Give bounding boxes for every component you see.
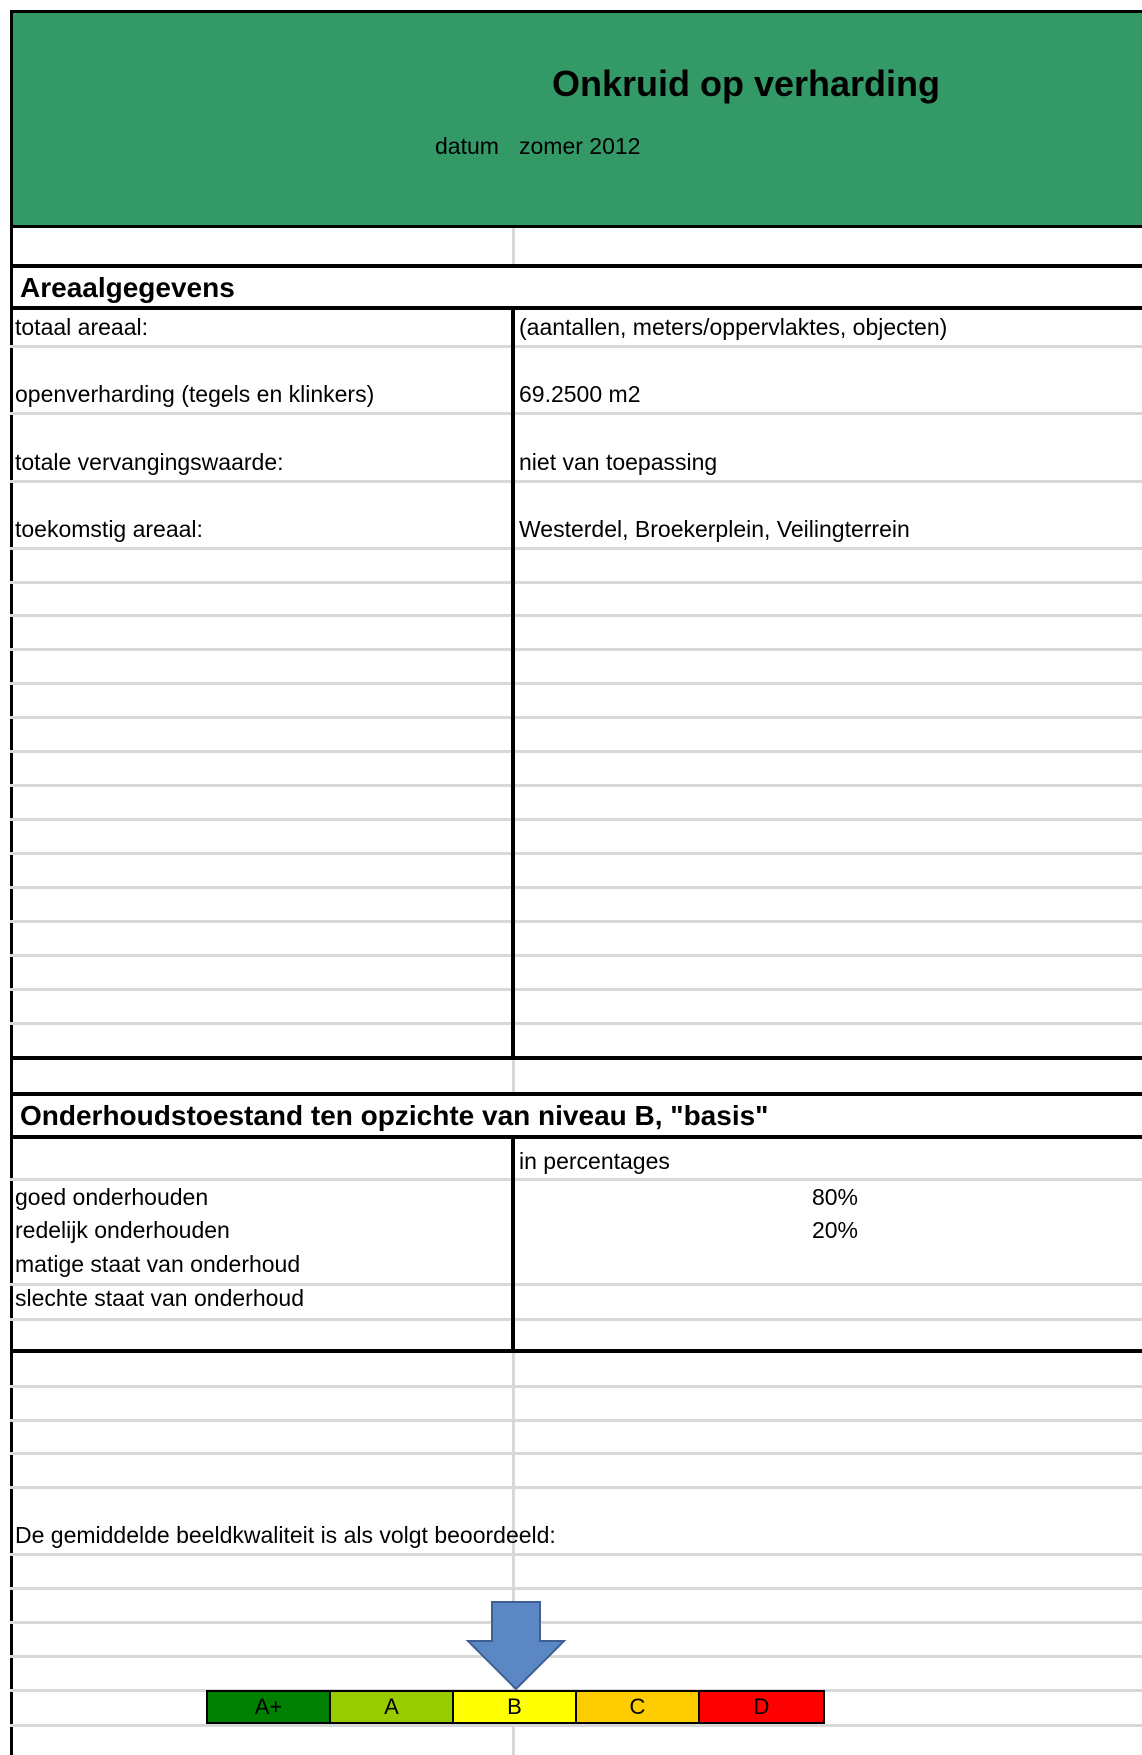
- grid-line: [10, 412, 1142, 415]
- grid-line: [10, 716, 1142, 719]
- section-border: [10, 1092, 1142, 1096]
- grid-line: [10, 1178, 1142, 1181]
- grid-line: [512, 228, 515, 266]
- grid-line: [10, 818, 1142, 821]
- column-divider: [511, 306, 515, 1056]
- grid-line: [10, 581, 1142, 584]
- grid-line: [10, 1452, 1142, 1455]
- grid-line: [10, 1318, 1142, 1321]
- grid-line: [10, 547, 1142, 550]
- grid-line: [10, 1385, 1142, 1388]
- grid-line: [10, 1419, 1142, 1422]
- onderhoud-value-redelijk: 20%: [811, 1217, 858, 1243]
- grid-line: [10, 1022, 1142, 1025]
- areaal-value-vervangingswaarde: niet van toepassing: [519, 449, 718, 475]
- section-border: [10, 1349, 1142, 1353]
- grid-line: [10, 1486, 1142, 1489]
- grid-line: [10, 886, 1142, 889]
- section-border: [10, 306, 1142, 310]
- grid-line: [10, 614, 1142, 617]
- areaal-value-toekomstig: Westerdel, Broekerplein, Veilingterrein: [519, 516, 910, 542]
- page-title: Onkruid op verharding: [551, 63, 941, 104]
- date-value: zomer 2012: [519, 133, 641, 159]
- areaal-label-toekomstig: toekomstig areaal:: [15, 516, 203, 542]
- grid-line: [10, 784, 1142, 787]
- scale-segment-b: B: [454, 1692, 577, 1722]
- areaal-label-vervangingswaarde: totale vervangingswaarde:: [15, 449, 284, 475]
- grid-line: [10, 1587, 1142, 1590]
- section-title-areaal: Areaalgegevens: [20, 272, 235, 303]
- grid-line: [512, 1058, 515, 1094]
- grid-line: [10, 852, 1142, 855]
- grid-line: [10, 1621, 1142, 1624]
- section-border: [10, 1135, 1142, 1139]
- grid-line: [10, 682, 1142, 685]
- grid-line: [10, 954, 1142, 957]
- scale-segment-a-plus: A+: [208, 1692, 331, 1722]
- onderhoud-label-matig: matige staat van onderhoud: [15, 1251, 301, 1277]
- down-arrow-icon: [466, 1601, 566, 1691]
- left-border: [10, 228, 13, 1755]
- areaal-value-openverharding: 69.2500 m2: [519, 381, 641, 407]
- onderhoud-label-redelijk: redelijk onderhouden: [15, 1217, 230, 1243]
- section-border: [10, 264, 1142, 268]
- areaal-label-openverharding: openverharding (tegels en klinkers): [15, 381, 375, 407]
- unit-label: in percentages: [519, 1148, 670, 1174]
- scale-segment-d: D: [700, 1692, 823, 1722]
- onderhoud-value-goed: 80%: [811, 1184, 858, 1210]
- section-border: [10, 1056, 1142, 1060]
- beeldkwaliteit-text: De gemiddelde beeldkwaliteit is als volgt beoordeeld:: [15, 1522, 556, 1548]
- date-label: datum: [435, 133, 499, 159]
- grid-line: [10, 648, 1142, 651]
- areaal-label-totaal: totaal areaal:: [15, 314, 148, 340]
- quality-scale: [206, 1690, 825, 1724]
- grid-line: [10, 1553, 1142, 1556]
- grid-line: [10, 345, 1142, 348]
- grid-line: [10, 988, 1142, 991]
- scale-segment-c: C: [577, 1692, 700, 1722]
- grid-line: [10, 1724, 1142, 1727]
- column-divider: [511, 1135, 515, 1349]
- onderhoud-label-slecht: slechte staat van onderhoud: [15, 1285, 304, 1311]
- grid-line: [10, 1655, 1142, 1658]
- grid-line: [10, 750, 1142, 753]
- scale-segment-a: A: [331, 1692, 454, 1722]
- header-banner: [10, 10, 1142, 228]
- onderhoud-label-goed: goed onderhouden: [15, 1184, 209, 1210]
- grid-line: [10, 480, 1142, 483]
- grid-line: [10, 920, 1142, 923]
- areaal-value-totaal: (aantallen, meters/oppervlaktes, objecten): [519, 314, 948, 340]
- section-title-onderhoud: Onderhoudstoestand ten opzichte van niveau B, "basis": [20, 1100, 769, 1131]
